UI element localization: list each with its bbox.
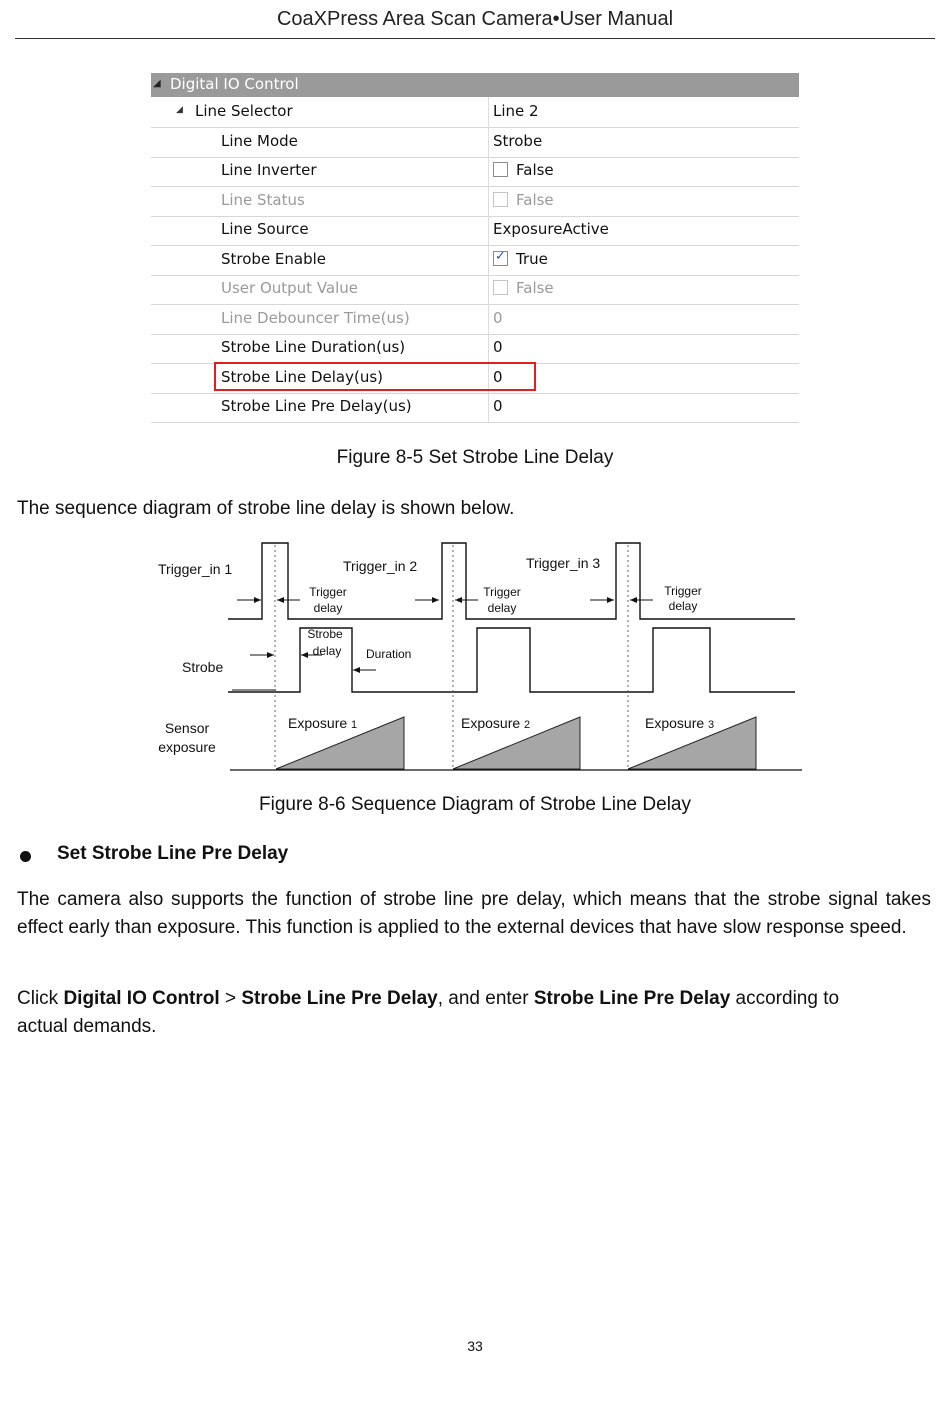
property-name: Strobe Line Pre Delay(us) [221, 397, 412, 415]
exposure-2-label: Exposure 2 [461, 715, 531, 731]
property-value[interactable]: Strobe [493, 132, 543, 150]
strobe-signal-label: Strobe [182, 659, 224, 675]
duration-label: Duration [366, 647, 412, 661]
instruction-text: > [219, 988, 242, 1009]
property-name: User Output Value [221, 279, 359, 297]
trigger-delay-label-1a: Trigger [309, 585, 347, 599]
property-name: Line Debouncer Time(us) [221, 309, 410, 327]
sensor-exposure-label-line2: exposure [158, 739, 216, 755]
parameter-strobe-line-pre-delay: Strobe Line Pre Delay [533, 988, 731, 1009]
property-value[interactable]: 0 [493, 397, 503, 415]
checkbox-label: False [516, 191, 554, 209]
strobe-delay-label-a: Strobe [307, 627, 343, 641]
category-label: Digital IO Control [170, 75, 299, 93]
trigger-in-1-label: Trigger_in 1 [158, 561, 233, 577]
bullet-icon [20, 851, 31, 862]
menu-path-strobe-line-pre-delay: Strobe Line Pre Delay [241, 988, 438, 1009]
trigger-delay-label-3b: delay [668, 599, 698, 613]
instruction-text: according to [730, 988, 840, 1009]
property-name: Strobe Line Duration(us) [221, 338, 406, 356]
trigger-delay-label-2b: delay [487, 601, 517, 615]
figure-caption-8-6: Figure 8-6 Sequence Diagram of Strobe Line Delay [259, 794, 691, 815]
section-title: Set Strobe Line Pre Delay [57, 843, 289, 864]
page-number: 33 [467, 1338, 483, 1354]
property-value[interactable]: 0 [493, 368, 503, 386]
instruction-text: , and enter [437, 988, 534, 1009]
strobe-delay-label-b: delay [312, 644, 342, 658]
checkbox-label: False [516, 161, 554, 179]
instruction-text: Click [17, 988, 64, 1009]
property-value[interactable]: 0 [493, 338, 503, 356]
property-name: Strobe Enable [221, 250, 327, 268]
trigger-in-3-label: Trigger_in 3 [526, 555, 601, 571]
property-name: Strobe Line Delay(us) [221, 368, 384, 386]
page-header: CoaXPress Area Scan Camera•User Manual [276, 8, 674, 30]
property-name: Line Mode [221, 132, 298, 150]
collapse-triangle-icon[interactable]: ◢ [153, 78, 161, 89]
figure-caption-8-5: Figure 8-5 Set Strobe Line Delay [336, 447, 614, 468]
trigger-delay-label-2a: Trigger [483, 585, 521, 599]
property-value: 0 [493, 309, 503, 327]
property-name: Line Inverter [221, 161, 317, 179]
property-value[interactable]: ExposureActive [493, 220, 609, 238]
property-name: Line Selector [195, 102, 293, 120]
paragraph-pre-delay-description: The camera also supports the function of strobe line pre delay, which means that the strobe signal takes effect early than exposure. This function is applied to the external devices that have slow response speed. [17, 889, 931, 938]
property-name: Line Source [221, 220, 309, 238]
expand-triangle-icon[interactable]: ◢ [176, 105, 183, 115]
sensor-exposure-label-line1: Sensor [164, 720, 210, 736]
instruction-text: actual demands. [17, 1016, 157, 1037]
intro-paragraph: The sequence diagram of strobe line delay is shown below. [17, 498, 515, 519]
exposure-1-label: Exposure 1 [288, 715, 358, 731]
property-value[interactable]: Line 2 [493, 102, 539, 120]
trigger-delay-label-1b: delay [313, 601, 343, 615]
trigger-delay-label-3a: Trigger [664, 584, 702, 598]
menu-path-digital-io-control: Digital IO Control [63, 988, 220, 1009]
checkbox-label: True [516, 250, 548, 268]
property-name: Line Status [221, 191, 305, 209]
paragraph-instructions [17, 985, 931, 1041]
trigger-in-2-label: Trigger_in 2 [343, 558, 418, 574]
exposure-3-label: Exposure 3 [645, 715, 715, 731]
checkbox-label: False [516, 279, 554, 297]
